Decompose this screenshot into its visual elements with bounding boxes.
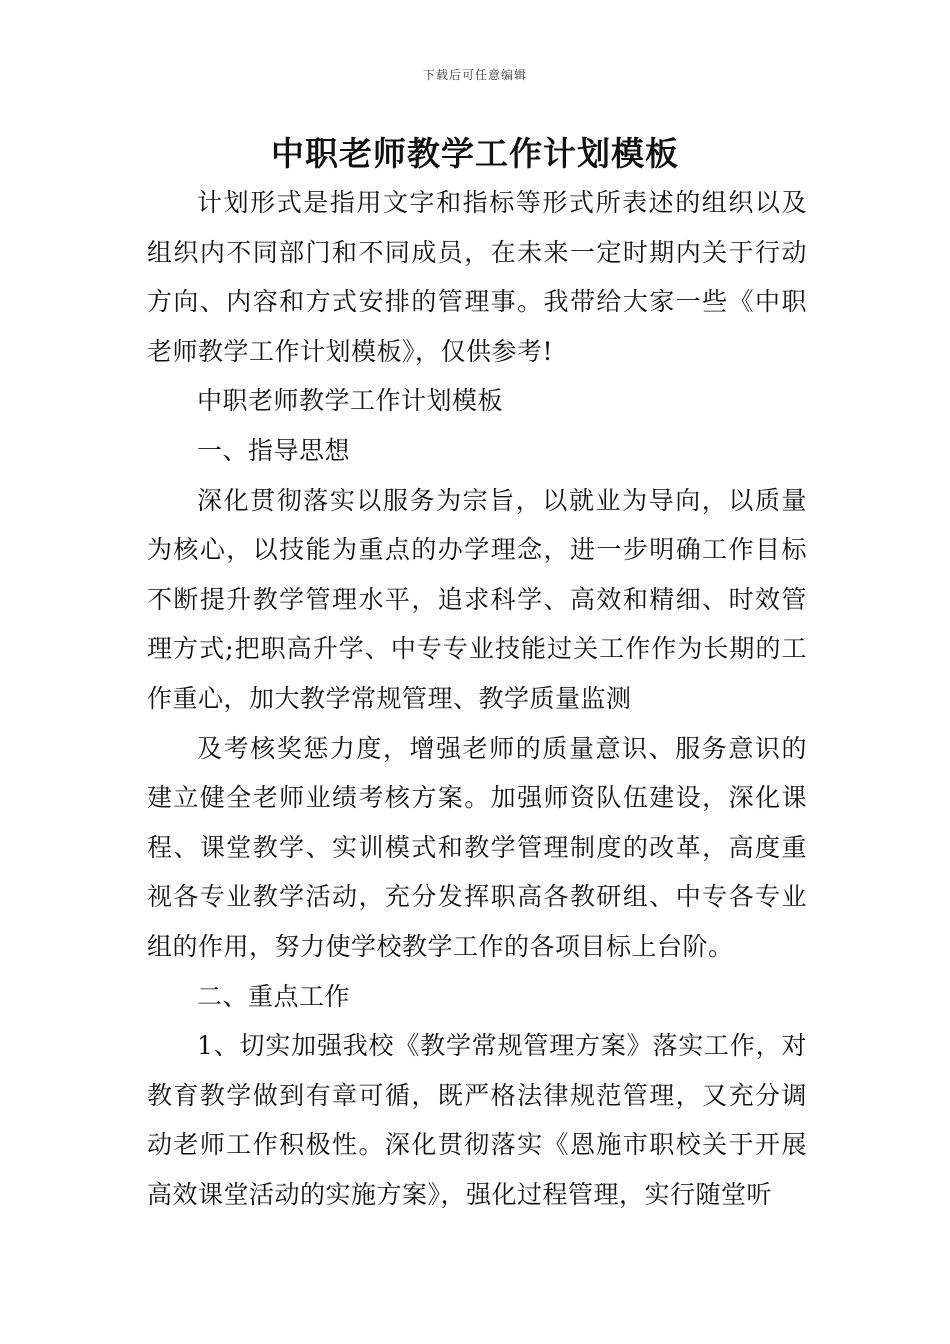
document-title: 中职老师教学工作计划模板 <box>271 134 679 173</box>
assessment-paragraph: 及考核奖惩力度，增强老师的质量意识、服务意识的建立健全老师业绩考核方案。加强师资队伍建设，深化课程、课堂教学、实训模式和教学管理制度的改革，高度重视各专业教学活动，充分发挥职高各教研组、中专各专业组的作用，努力使学校教学工作的各项目标上台阶。 <box>147 733 807 961</box>
intro-paragraph: 计划形式是指用文字和指标等形式所表述的组织以及组织内不同部门和不同成员，在未来一定时期内关于行动方向、内容和方式安排的管理事。我带给大家一些《中职老师教学工作计划模板》，仅供参考! <box>147 188 807 366</box>
key-work-item-1: 1、切实加强我校《教学常规管理方案》落实工作，对教育教学做到有章可循，既严格法律规范管理，又充分调动老师工作积极性。深化贯彻落实《恩施市职校关于开展高效课堂活动的实施方案》，强化过程管理，实行随堂听 <box>147 1031 807 1209</box>
section-heading-key-work: 二、重点工作 <box>197 981 351 1011</box>
subtitle-paragraph: 中职老师教学工作计划模板 <box>197 386 504 416</box>
section-heading-guiding-thought: 一、指导思想 <box>197 435 351 465</box>
guiding-thought-paragraph: 深化贯彻落实以服务为宗旨，以就业为导向，以质量为核心，以技能为重点的办学理念，进一步明确工作目标不断提升教学管理水平，追求科学、高效和精细、时效管理方式;把职高升学、中专专业技能过关工作作为长期的工作重心，加大教学常规管理、教学质量监测 <box>147 485 807 713</box>
document-body <box>147 178 807 1219</box>
header-note: 下载后可任意编辑 <box>422 68 527 82</box>
